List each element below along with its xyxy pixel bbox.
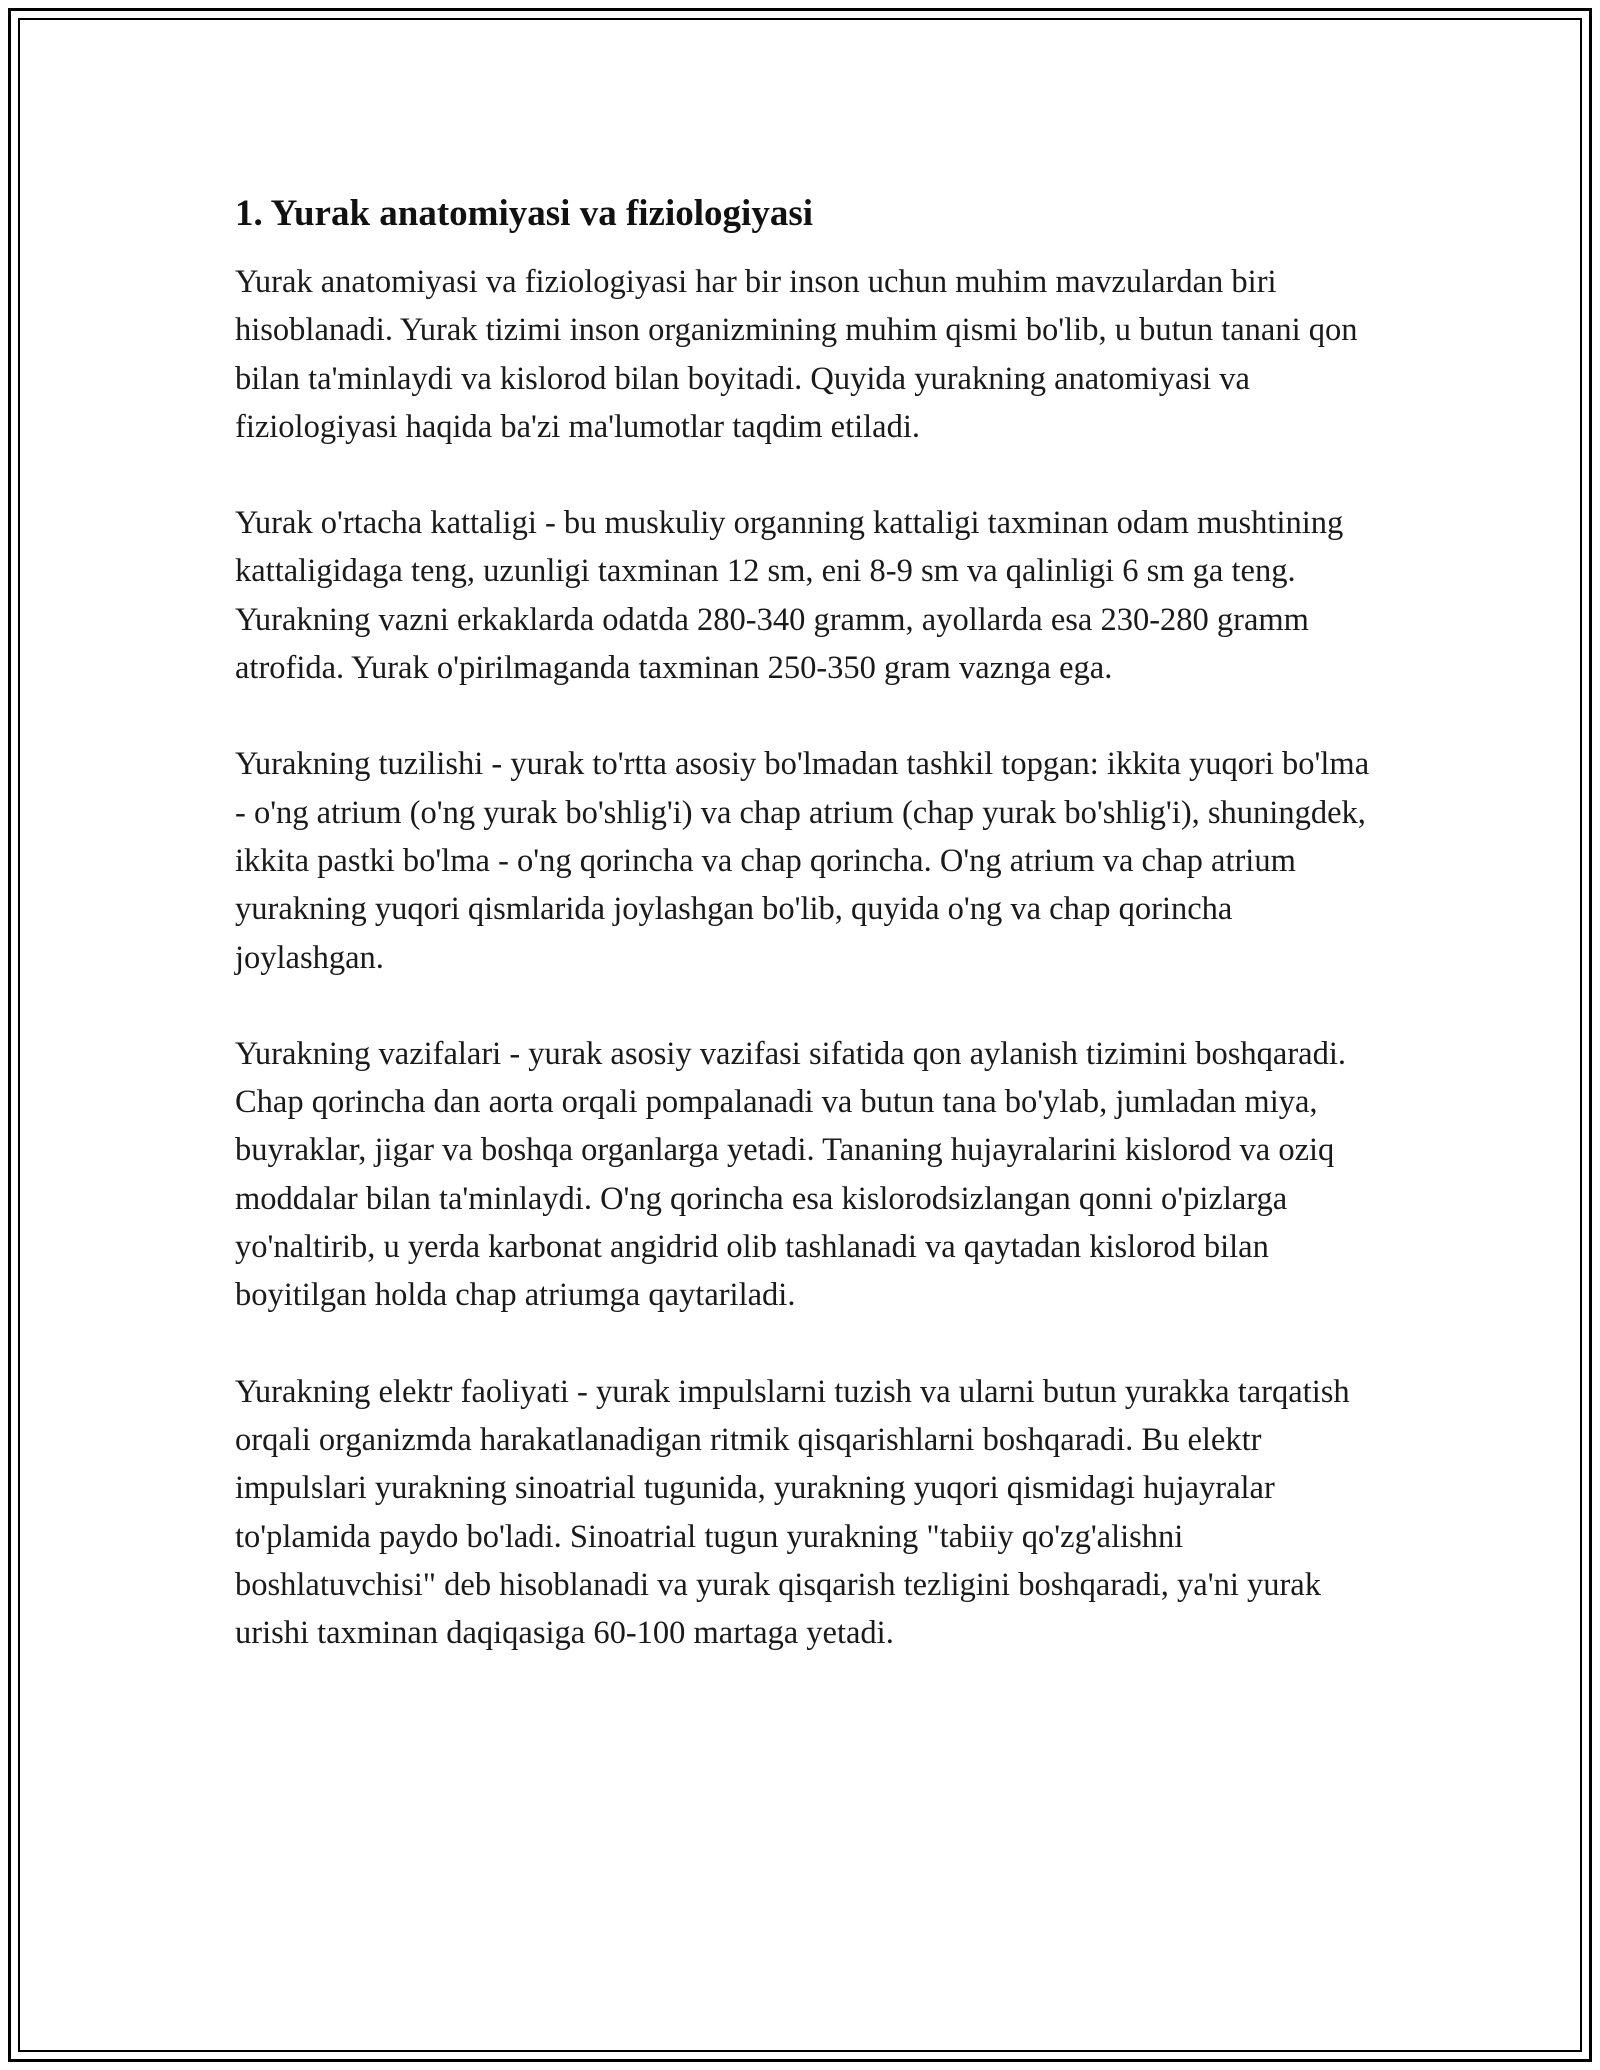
paragraph-heart-functions: Yurakning vazifalari - yurak asosiy vazifasi sifatida qon aylanish tizimini boshqaradi. Chap qorincha dan aorta orqali pompalanadi va butun tana bo'ylab, jumladan miya, buyraklar, jigar va boshqa organlarga yetadi. Tananing hujayralarini kislorod va oziq moddalar bilan ta'minlaydi. O'ng qorincha esa kislorodsizlangan qonni o'pizlarga yo'naltirib, u yerda karbonat angidrid olib tashlanadi va qaytadan kislorod bilan boyitilgan holda chap atriumga qaytariladi. xyxy=(235,1035,1346,1314)
paragraph-heart-electrical-activity: Yurakning elektr faoliyati - yurak impulslarni tuzish va ularni butun yurakka tarqatish orqali organizmda harakatlanadigan ritmik qisqarishlarni boshqaradi. Bu elektr impulslari yurakning sinoatrial tugunida, yurakning yuqori qismidagi hujayralar to'plamida paydo bo'ladi. Sinoatrial tugun yurakning "tabiiy qo'zg'alishni boshlatuvchisi" deb hisoblanadi va yurak qisqarish tezligini boshqaradi, ya'ni yurak urishi taxminan daqiqasiga 60-100 martaga yetadi. xyxy=(235,1373,1350,1652)
section-heading: 1. Yurak anatomiyasi va fiziologiyasi xyxy=(235,193,813,234)
paragraph-heart-size: Yurak o'rtacha kattaligi - bu muskuliy organning kattaligi taxminan odam mushtining kattaligidaga teng, uzunligi taxminan 12 sm, eni 8-9 sm va qalinligi 6 sm ga teng. Yurakning vazni erkaklarda odatda 280-340 gramm, ayollarda esa 230-280 gramm atrofida. Yurak o'pirilmaganda taxminan 250-350 gram vaznga ega. xyxy=(235,505,1344,687)
document-body xyxy=(235,190,1375,1705)
paragraph-intro: Yurak anatomiyasi va fiziologiyasi har bir inson uchun muhim mavzulardan biri hisoblanadi. Yurak tizimi inson organizmining muhim qismi bo'lib, u butun tanani qon bilan ta'minlaydi va kislorod bilan boyitadi. Quyida yurakning anatomiyasi va fiziologiyasi haqida ba'zi ma'lumotlar taqdim etiladi. xyxy=(235,264,1358,445)
paragraph-heart-structure: Yurakning tuzilishi - yurak to'rtta asosiy bo'lmadan tashkil topgan: ikkita yuqori bo'lma - o'ng atrium (o'ng yurak bo'shlig'i) va chap atrium (chap yurak bo'shlig'i), shuningdek, ikkita pastki bo'lma - o'ng qorincha va chap qorincha. O'ng atrium va chap atrium yurakning yuqori qismlarida joylashgan bo'lib, quyida o'ng va chap qorincha joylashgan. xyxy=(235,746,1370,976)
